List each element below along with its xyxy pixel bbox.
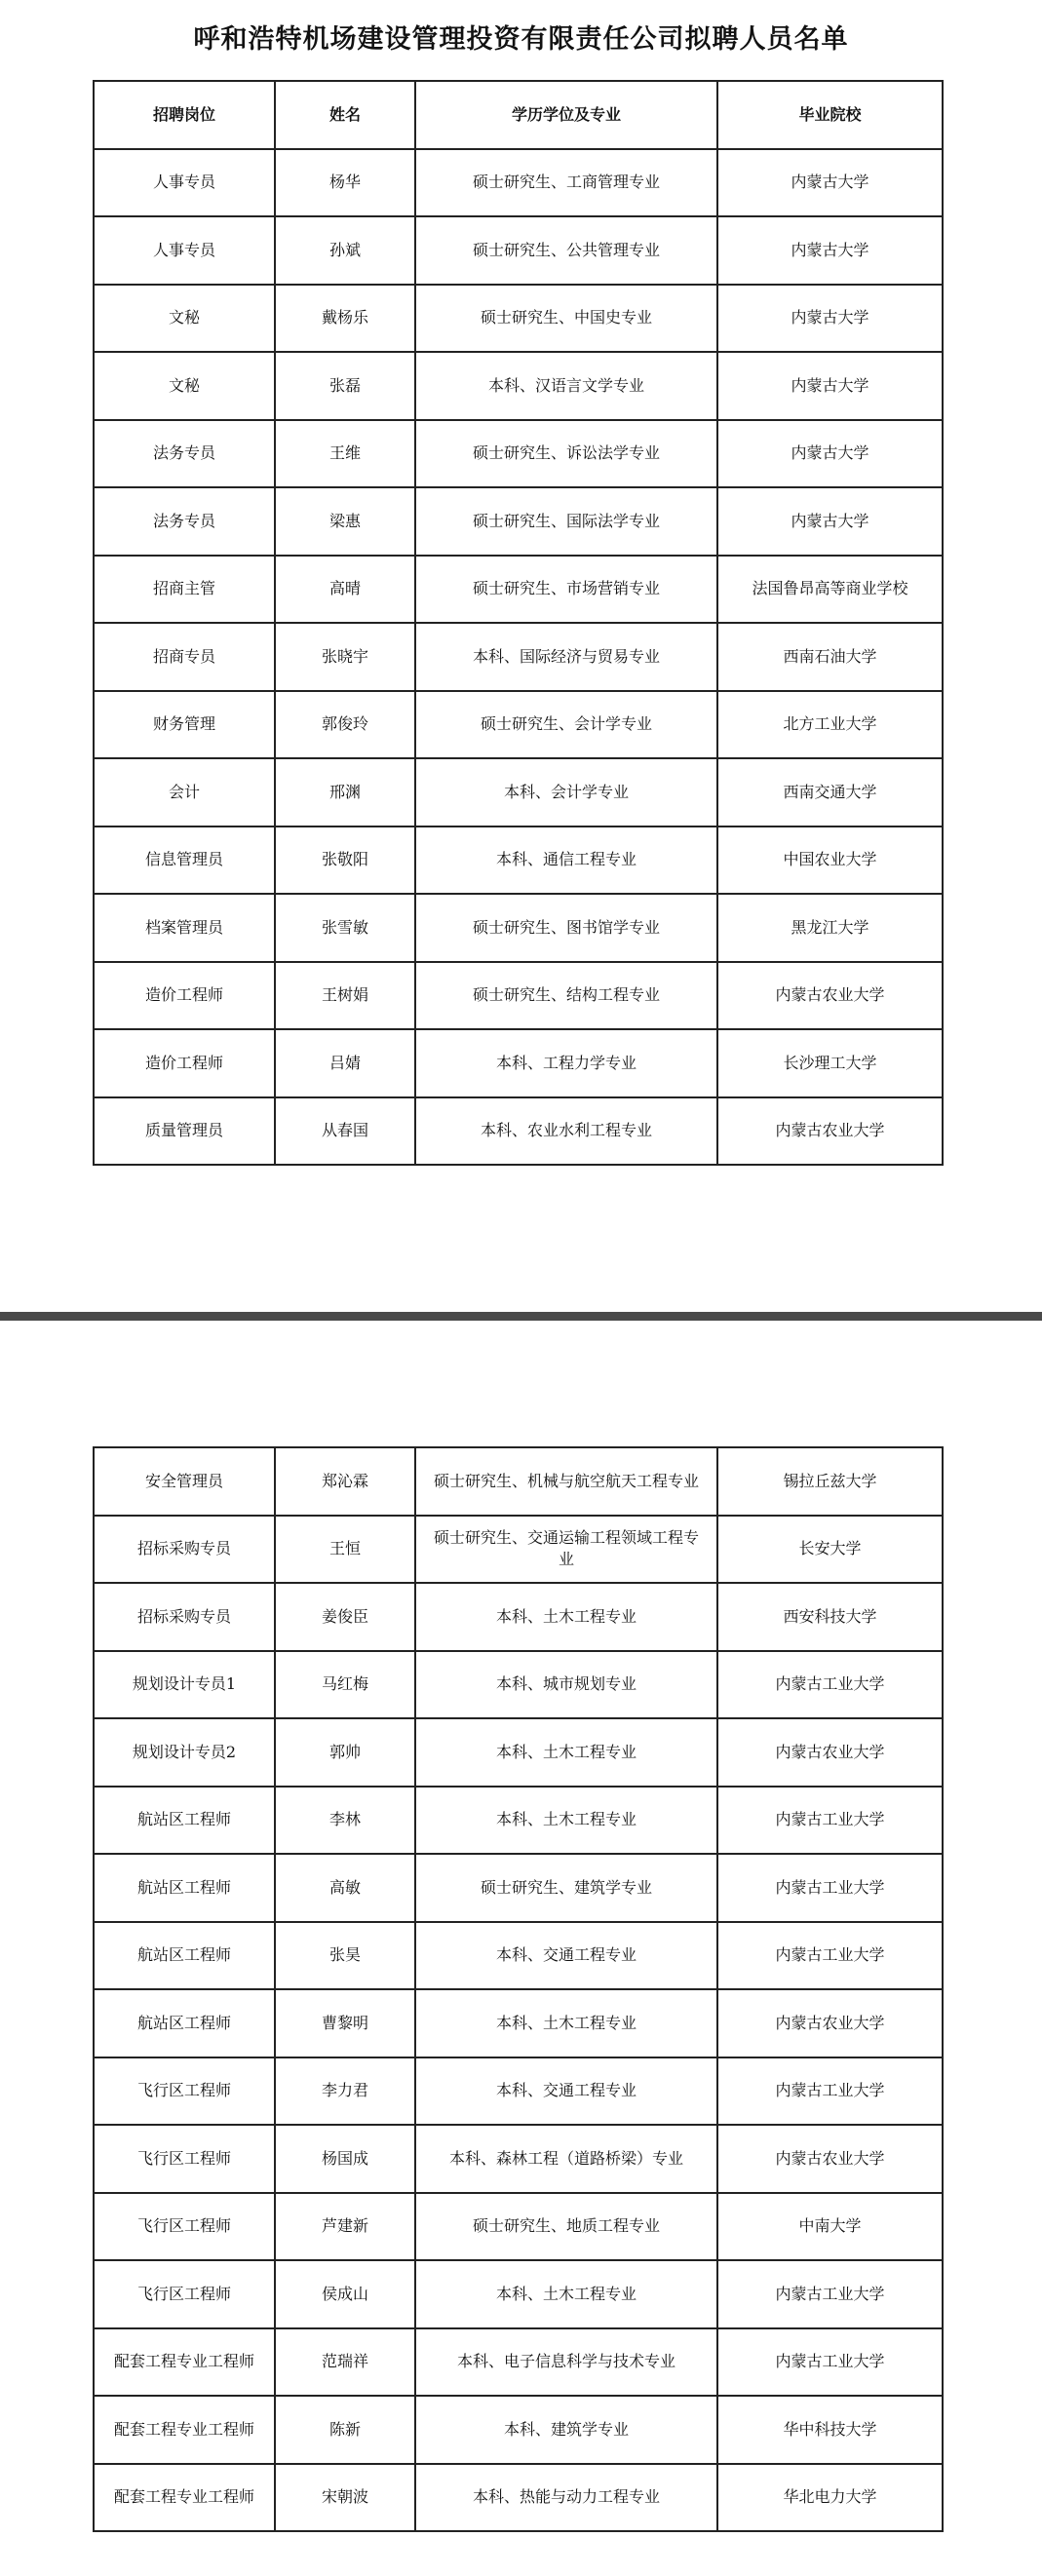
table-row [94,962,943,1030]
cell-school: 中南大学 [717,2193,943,2261]
cell-education-major: 硕士研究生、建筑学专业 [415,1854,717,1922]
cell-education-major: 本科、交通工程专业 [415,2057,717,2126]
cell-position: 配套工程专业工程师 [94,2396,275,2464]
cell-name: 从春国 [275,1097,415,1166]
cell-education-major: 硕士研究生、国际法学专业 [415,487,717,556]
cell-name: 张磊 [275,352,415,420]
cell-education-major: 本科、城市规划专业 [415,1651,717,1719]
cell-position: 规划设计专员2 [94,1718,275,1787]
table-row [94,1787,943,1855]
cell-name: 戴杨乐 [275,285,415,353]
table-row [94,2057,943,2126]
table-row [94,2396,943,2464]
cell-education-major: 本科、建筑学专业 [415,2396,717,2464]
cell-name: 高晴 [275,556,415,624]
cell-education-major: 本科、热能与动力工程专业 [415,2464,717,2532]
cell-education-major: 硕士研究生、结构工程专业 [415,962,717,1030]
cell-position: 安全管理员 [94,1447,275,1516]
cell-school: 内蒙古大学 [717,216,943,285]
cell-name: 李林 [275,1787,415,1855]
cell-education-major: 本科、国际经济与贸易专业 [415,623,717,691]
table-row [94,285,943,353]
cell-education-major: 硕士研究生、中国史专业 [415,285,717,353]
cell-position: 文秘 [94,285,275,353]
header-position: 招聘岗位 [94,81,275,149]
cell-education-major: 硕士研究生、诉讼法学专业 [415,420,717,488]
cell-education-major: 本科、土木工程专业 [415,1583,717,1651]
cell-school: 长安大学 [717,1516,943,1584]
cell-education-major: 本科、土木工程专业 [415,1718,717,1787]
cell-school: 内蒙古工业大学 [717,1854,943,1922]
cell-school: 黑龙江大学 [717,894,943,962]
cell-name: 宋朝波 [275,2464,415,2532]
cell-name: 杨华 [275,149,415,217]
cell-position: 配套工程专业工程师 [94,2328,275,2397]
cell-school: 内蒙古农业大学 [717,1718,943,1787]
cell-education-major: 本科、土木工程专业 [415,1989,717,2057]
cell-school: 内蒙古工业大学 [717,1922,943,1990]
cell-position: 人事专员 [94,149,275,217]
table-row [94,420,943,488]
cell-position: 造价工程师 [94,962,275,1030]
cell-name: 吕婧 [275,1029,415,1097]
cell-name: 芦建新 [275,2193,415,2261]
cell-name: 王维 [275,420,415,488]
cell-school: 内蒙古大学 [717,285,943,353]
cell-school: 华中科技大学 [717,2396,943,2464]
cell-school: 西南交通大学 [717,758,943,827]
table-row [94,2260,943,2328]
cell-position: 文秘 [94,352,275,420]
page-title: 呼和浩特机场建设管理投资有限责任公司拟聘人员名单 [193,24,849,55]
cell-school: 内蒙古农业大学 [717,2125,943,2193]
cell-position: 规划设计专员1 [94,1651,275,1719]
cell-school: 内蒙古农业大学 [717,1989,943,2057]
cell-education-major: 硕士研究生、市场营销专业 [415,556,717,624]
cell-education-major: 硕士研究生、图书馆学专业 [415,894,717,962]
cell-position: 招商专员 [94,623,275,691]
cell-position: 航站区工程师 [94,1989,275,2057]
cell-name: 王树娟 [275,962,415,1030]
cell-school: 长沙理工大学 [717,1029,943,1097]
cell-position: 招标采购专员 [94,1583,275,1651]
cell-education-major: 本科、汉语言文学专业 [415,352,717,420]
cell-name: 郭俊玲 [275,691,415,759]
hiring-table-page-1 [93,80,944,1166]
cell-position: 飞行区工程师 [94,2260,275,2328]
cell-school: 北方工业大学 [717,691,943,759]
cell-education-major: 本科、土木工程专业 [415,1787,717,1855]
table-row [94,1718,943,1787]
page-divider [0,1312,1042,1321]
cell-position: 招商主管 [94,556,275,624]
cell-education-major: 硕士研究生、机械与航空航天工程专业 [415,1447,717,1516]
cell-education-major: 本科、通信工程专业 [415,827,717,895]
table-row [94,2193,943,2261]
cell-name: 邢渊 [275,758,415,827]
cell-name: 梁惠 [275,487,415,556]
table-row [94,556,943,624]
cell-position: 信息管理员 [94,827,275,895]
cell-name: 张昊 [275,1922,415,1990]
cell-position: 航站区工程师 [94,1787,275,1855]
cell-position: 造价工程师 [94,1029,275,1097]
table-row [94,1651,943,1719]
header-education-major: 学历学位及专业 [415,81,717,149]
table-row [94,149,943,217]
cell-school: 内蒙古工业大学 [717,1787,943,1855]
cell-school: 内蒙古大学 [717,420,943,488]
cell-education-major: 本科、会计学专业 [415,758,717,827]
cell-position: 会计 [94,758,275,827]
table-row [94,216,943,285]
cell-school: 内蒙古工业大学 [717,2057,943,2126]
cell-position: 质量管理员 [94,1097,275,1166]
cell-name: 曹黎明 [275,1989,415,2057]
cell-position: 法务专员 [94,487,275,556]
table-row [94,827,943,895]
cell-school: 内蒙古大学 [717,149,943,217]
cell-school: 内蒙古工业大学 [717,2328,943,2397]
cell-education-major: 本科、电子信息科学与技术专业 [415,2328,717,2397]
cell-name: 陈新 [275,2396,415,2464]
hiring-table-page-2 [93,1446,944,2532]
header-name: 姓名 [275,81,415,149]
cell-education-major: 本科、工程力学专业 [415,1029,717,1097]
cell-education-major: 硕士研究生、工商管理专业 [415,149,717,217]
cell-school: 内蒙古工业大学 [717,1651,943,1719]
table-row [94,623,943,691]
table-row [94,1854,943,1922]
cell-education-major: 硕士研究生、会计学专业 [415,691,717,759]
table-row [94,1583,943,1651]
table-row [94,758,943,827]
table-row [94,1989,943,2057]
cell-school: 内蒙古农业大学 [717,1097,943,1166]
cell-education-major: 本科、农业水利工程专业 [415,1097,717,1166]
cell-name: 郑沁霖 [275,1447,415,1516]
cell-position: 飞行区工程师 [94,2125,275,2193]
table-header-row [94,81,943,149]
cell-name: 王恒 [275,1516,415,1584]
cell-education-major: 硕士研究生、公共管理专业 [415,216,717,285]
cell-school: 西南石油大学 [717,623,943,691]
table-row [94,1922,943,1990]
cell-position: 航站区工程师 [94,1854,275,1922]
cell-name: 孙斌 [275,216,415,285]
cell-school: 中国农业大学 [717,827,943,895]
cell-name: 姜俊臣 [275,1583,415,1651]
table-row [94,1447,943,1516]
table-row [94,691,943,759]
table-row [94,2464,943,2532]
cell-name: 侯成山 [275,2260,415,2328]
table-row [94,1516,943,1584]
cell-school: 锡拉丘兹大学 [717,1447,943,1516]
cell-education-major: 硕士研究生、交通运输工程领域工程专业 [415,1516,717,1584]
cell-school: 内蒙古工业大学 [717,2260,943,2328]
cell-education-major: 本科、森林工程（道路桥梁）专业 [415,2125,717,2193]
cell-position: 法务专员 [94,420,275,488]
cell-position: 配套工程专业工程师 [94,2464,275,2532]
cell-position: 招标采购专员 [94,1516,275,1584]
cell-education-major: 硕士研究生、地质工程专业 [415,2193,717,2261]
cell-name: 郭帅 [275,1718,415,1787]
cell-name: 李力君 [275,2057,415,2126]
cell-name: 高敏 [275,1854,415,1922]
cell-position: 人事专员 [94,216,275,285]
header-school: 毕业院校 [717,81,943,149]
cell-name: 张敬阳 [275,827,415,895]
cell-position: 飞行区工程师 [94,2193,275,2261]
cell-school: 西安科技大学 [717,1583,943,1651]
cell-school: 法国鲁昂高等商业学校 [717,556,943,624]
table-row [94,894,943,962]
cell-education-major: 本科、交通工程专业 [415,1922,717,1990]
table-row [94,352,943,420]
table-row [94,1029,943,1097]
cell-position: 航站区工程师 [94,1922,275,1990]
cell-position: 飞行区工程师 [94,2057,275,2126]
cell-position: 档案管理员 [94,894,275,962]
cell-name: 杨国成 [275,2125,415,2193]
table-row [94,1097,943,1166]
cell-name: 张晓宇 [275,623,415,691]
table-row [94,487,943,556]
table-row [94,2125,943,2193]
cell-school: 内蒙古农业大学 [717,962,943,1030]
table-row [94,2328,943,2397]
cell-name: 张雪敏 [275,894,415,962]
cell-school: 内蒙古大学 [717,487,943,556]
cell-position: 财务管理 [94,691,275,759]
cell-school: 华北电力大学 [717,2464,943,2532]
cell-education-major: 本科、土木工程专业 [415,2260,717,2328]
cell-school: 内蒙古大学 [717,352,943,420]
cell-name: 范瑞祥 [275,2328,415,2397]
cell-name: 马红梅 [275,1651,415,1719]
